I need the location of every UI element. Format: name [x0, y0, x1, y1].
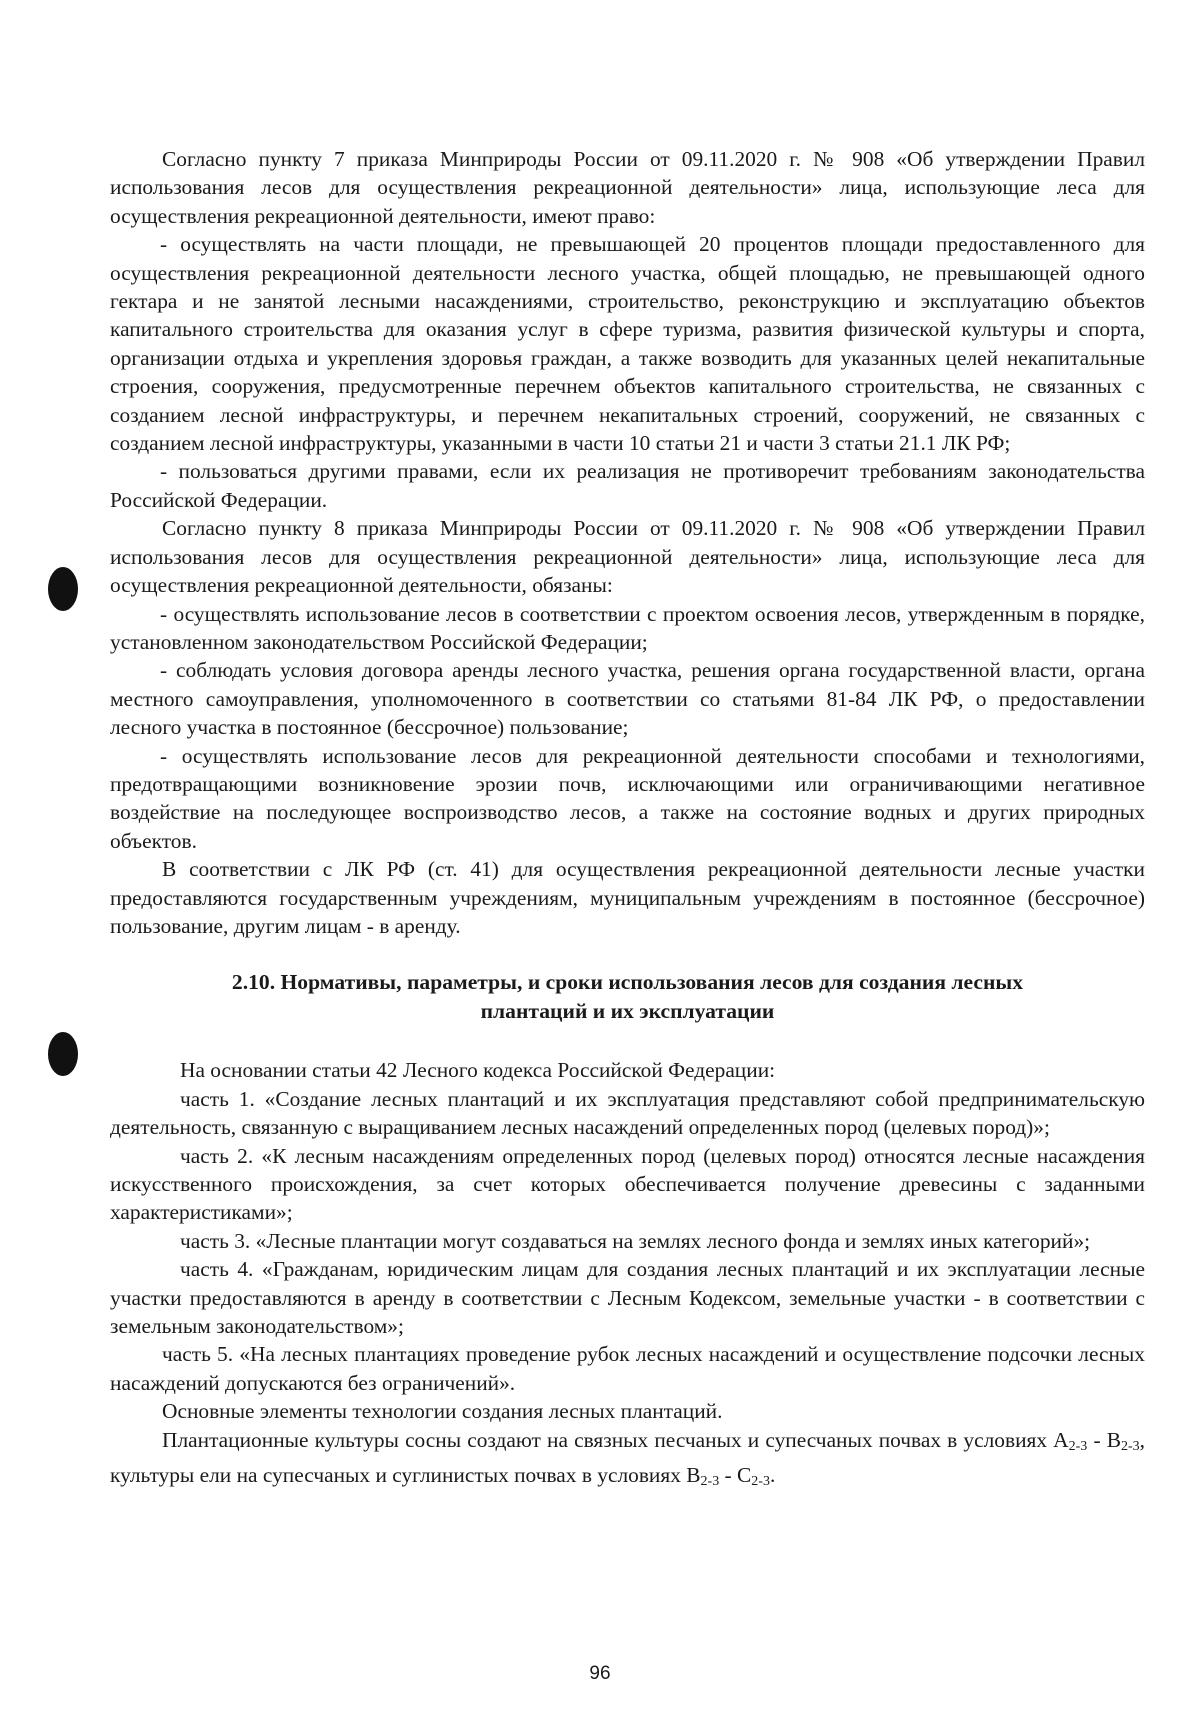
paragraph-right-construction: - осуществлять на части площади, не превышающей 20 процентов площади предоставленного для осуществления рекреационной деятельности лесного участка, общей площадью, не превышающей одного гектара и не занятой лесными насаждениями, строительство, реконструкцию и эксплуатацию объектов капитального строительства для оказания услуг в сфере туризма, развития физической культуры и спорта, организации отдыха и укрепления здоровья граждан, а также возводить для указанных целей некапитальные строения, сооружения, предусмотренные перечнем объектов капитального строительства, не связанных с созданием лесной инфраструктуры, и перечнем некапитальных строений, сооружений, не связанных с созданием лесной инфраструктуры, указанными в части 10 статьи 21 и части 3 статьи 21.1 ЛК РФ; [110, 232, 1145, 456]
plantation-subscript-3: 2-3 [700, 1474, 720, 1490]
paragraph-duty-contract: - соблюдать условия договора аренды лесного участка, решения органа государственной власти, органа местного самоуправления, уполномоченного в соответствии со статьями 81-84 ЛК РФ, о предоставлении лесного участка в постоянное (бессрочное) пользование; [110, 658, 1145, 740]
plantation-text-2: - В [1087, 1427, 1121, 1452]
paragraph-plantation-crops [110, 1426, 1145, 1497]
plantation-subscript-4: 2-3 [751, 1474, 770, 1490]
paragraph-part-2: часть 2. «К лесным насаждениям определенных пород (целевых пород) относятся лесные насаждения искусственного происхождения, за счет которых обеспечивается получение древесины с заданными характеристиками»; [110, 1143, 1145, 1225]
plantation-text-1: Плантационные культуры сосны создают на связных песчаных и супесчаных почвах в условиях А [162, 1427, 1069, 1452]
paragraph-duty-project: - осуществлять использование лесов в соответствии с проектом освоения лесов, утвержденным в порядке, установленном законодательством Российской Федерации; [110, 601, 1145, 654]
paragraph-part-4: часть 4. «Гражданам, юридическим лицам для создания лесных плантаций и их эксплуатации лесные участки предоставляются в аренду в соответствии с Лесным Кодексом, земельные участки - в соответствии с земельным законодательством»; [110, 1257, 1145, 1339]
section-heading-line2: плантаций и их эксплуатации [480, 999, 775, 1024]
plantation-text-3: , культуры ели на супесчаных и суглинистых почвах в условиях В [110, 1427, 1145, 1488]
paragraph-part-3: часть 3. «Лесные плантации могут создаваться на землях лесного фонда и землях иных категорий»; [180, 1228, 1091, 1253]
paragraph-basis: На основании статьи 42 Лесного кодекса Российской Федерации: [180, 1058, 776, 1083]
plantation-text-5: . [769, 1463, 776, 1488]
paragraph-duties-intro: Согласно пункту 8 приказа Минприроды России от 09.11.2020 г. № 908 «Об утверждении Правил использования лесов для осуществления рекреационной деятельности» лица, использующие леса для осуществления рекреационной деятельности, обязаны: [110, 516, 1145, 598]
section-heading [110, 968, 1145, 1026]
punch-hole [48, 567, 78, 611]
paragraph-rights-intro: Согласно пункту 7 приказа Минприроды России от 09.11.2020 г. № 908 «Об утверждении Правил использования лесов для осуществления рекреационной деятельности» лица, использующие леса для осуществления рекреационной деятельности, имеют право: [110, 147, 1145, 228]
paragraph-part-1: часть 1. «Создание лесных плантаций и их эксплуатация представляют собой предпринимательскую деятельность, связанную с выращиванием лесных насаждений определенных пород (целевых пород)»; [110, 1086, 1145, 1140]
document-page [110, 145, 1145, 1496]
plantation-text-4: - С [719, 1463, 752, 1488]
paragraph-article-41: В соответствии с ЛК РФ (ст. 41) для осуществления рекреационной деятельности лесные участки предоставляются государственным учреждениям, муниципальным учреждениям в постоянное (бессрочное) пользование, другим лицам - в аренду. [110, 857, 1145, 938]
paragraph-part-5: часть 5. «На лесных плантациях проведение рубок лесных насаждений и осуществление подсочки лесных насаждений допускаются без ограничений». [110, 1342, 1145, 1395]
plantation-subscript-2: 2-3 [1120, 1438, 1140, 1454]
paragraph-duty-technology: - осуществлять использование лесов для рекреационной деятельности способами и технологиями, предотвращающими возникновение эрозии почв, исключающими или ограничивающими негативное воздействие на последующее воспроизводство лесов, а также на состояние водных и других природных объектов. [110, 743, 1145, 853]
page-number: 96 [589, 1663, 611, 1684]
plantation-subscript-1: 2-3 [1068, 1438, 1088, 1454]
paragraph-elements-title: Основные элементы технологии создания лесных плантаций. [162, 1399, 723, 1424]
punch-hole [48, 1032, 78, 1076]
section-heading-line1: 2.10. Нормативы, параметры, и сроки использования лесов для создания лесных [231, 970, 1024, 995]
paragraph-right-other: - пользоваться другими правами, если их реализация не противоречит требованиям законодательства Российской Федерации. [110, 459, 1145, 512]
